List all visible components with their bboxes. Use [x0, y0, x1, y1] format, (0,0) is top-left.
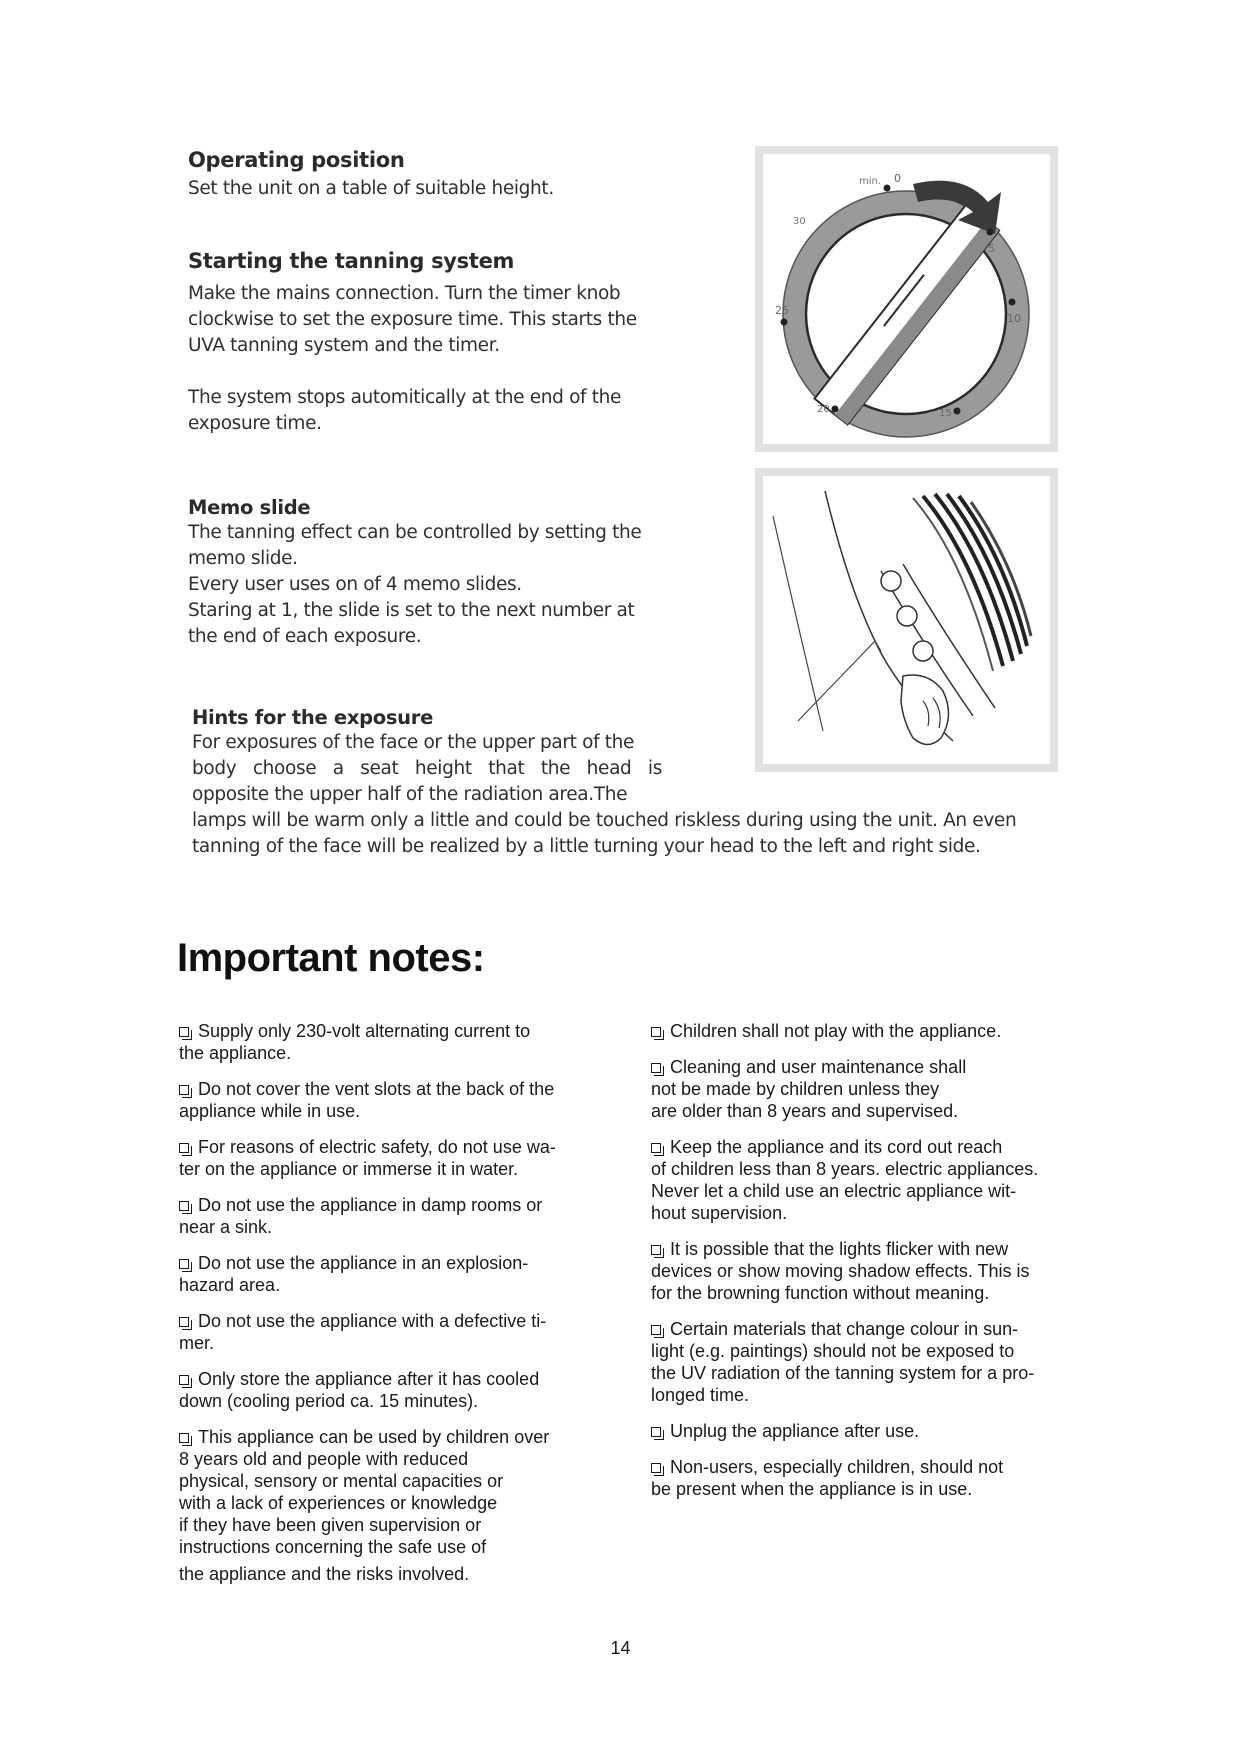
memo-line: memo slide. [188, 548, 298, 569]
hints-line: lamps will be warm only a little and could be touched riskless during using the unit. An even [192, 810, 1017, 831]
checkbox-square-icon [651, 1463, 661, 1473]
note-item: Do not use the appliance with a defective ti- mer. [179, 1311, 547, 1353]
note-item: Supply only 230-volt alternating current to the appliance. [179, 1021, 531, 1063]
hints-line: tanning of the face will be realized by a little turning your head to the left and right side. [192, 836, 981, 857]
page-number: 14 [610, 1638, 631, 1658]
note-item: Do not use the appliance in an explosion- hazard area. [179, 1253, 529, 1295]
checkbox-square-icon [179, 1143, 189, 1153]
checkbox-square-icon [179, 1433, 189, 1443]
starting-heading: Starting the tanning system [188, 249, 515, 273]
hints-heading: Hints for the exposure [192, 706, 433, 729]
note-item: For reasons of electric safety, do not use wa- ter on the appliance or immerse it in water. [179, 1137, 556, 1179]
note-item: This appliance can be used by children over 8 years old and people with reduced physical, sensory or mental capacities or with a lack of experiences or knowledge if they have been given supervision or instructions concerning the safe use of the appliance and the risks involved. [179, 1427, 550, 1584]
label-15: 15 [939, 408, 952, 419]
checkbox-square-icon [651, 1027, 661, 1037]
note-item: Children shall not play with the appliance. [651, 1020, 1071, 1042]
checkbox-square-icon [651, 1143, 661, 1153]
note-item: Only store the appliance after it has cooled down (cooling period ca. 15 minutes). [179, 1369, 540, 1411]
hand-icon [901, 675, 949, 745]
note-item: Certain materials that change colour in sun- light (e.g. paintings) should not be exposed to the UV radiation of the tanning system for a pro- longed time. [651, 1319, 1035, 1405]
label-min: min. [859, 176, 882, 187]
stand-line [798, 641, 881, 721]
dot-10 [1009, 299, 1016, 306]
operating-line: Set the unit on a table of suitable height. [188, 178, 554, 199]
memo-slide-illustration [763, 476, 1050, 764]
operating-heading: Operating position [188, 148, 405, 172]
note-item: It is possible that the lights flicker with new devices or show moving shadow effects. This is for the browning function without meaning. [651, 1239, 1030, 1303]
panel-edge [773, 516, 823, 731]
note-item: Cleaning and user maintenance shall not be made by children unless they are older than 8 years and supervised. [651, 1057, 967, 1121]
hints-line: For exposures of the face or the upper part of the [192, 732, 635, 753]
memo-line: The tanning effect can be controlled by setting the [188, 522, 642, 543]
starting-line: Make the mains connection. Turn the timer knob [188, 283, 621, 304]
checkbox-square-icon [179, 1085, 189, 1095]
starting-line: The system stops automitically at the end of the [188, 387, 622, 408]
timer-knob-illustration [763, 154, 1050, 444]
memo-line: the end of each exposure. [188, 626, 422, 647]
dot-20 [832, 406, 839, 413]
timer-knob-figure [755, 146, 1058, 452]
note-item: Keep the appliance and its cord out reach of children less than 8 years. electric appliances. Never let a child use an electric appliance wit- hout supervision. [651, 1137, 1039, 1223]
starting-line: exposure time. [188, 413, 322, 434]
checkbox-square-icon [651, 1427, 661, 1437]
label-30: 30 [793, 216, 806, 227]
section-hints-exposure [192, 706, 1017, 860]
label-20: 20 [817, 404, 830, 415]
note-item: Unplug the appliance after use. [651, 1420, 1071, 1442]
label-0: 0 [894, 172, 901, 185]
section-starting-tanning [188, 249, 668, 437]
starting-line: clockwise to set the exposure time. This starts the [188, 309, 637, 330]
important-notes-title: Important notes: [177, 936, 485, 980]
checkbox-square-icon [651, 1063, 661, 1073]
hints-line: opposite the upper half of the radiation area.The [192, 784, 628, 805]
dot-25 [781, 319, 788, 326]
hints-line: body choose a seat height that the head is [192, 758, 662, 779]
note-item: Non-users, especially children, should not be present when the appliance is in use. [651, 1457, 1004, 1499]
checkbox-square-icon [179, 1201, 189, 1211]
checkbox-square-icon [179, 1027, 189, 1037]
memo-slide-figure [755, 468, 1058, 772]
notes-left-column [179, 1020, 601, 1599]
dot-15 [954, 408, 961, 415]
checkbox-square-icon [179, 1375, 189, 1385]
notes-right-column [651, 1020, 1071, 1514]
label-10: 10 [1007, 312, 1021, 325]
starting-line: UVA tanning system and the timer. [188, 335, 500, 356]
memo-heading: Memo slide [188, 496, 311, 519]
memo-line: Staring at 1, the slide is set to the next number at [188, 600, 635, 621]
dot-0 [884, 185, 891, 192]
checkbox-square-icon [179, 1259, 189, 1269]
checkbox-square-icon [651, 1325, 661, 1335]
label-25: 25 [775, 304, 789, 317]
memo-line: Every user uses on of 4 memo slides. [188, 574, 522, 595]
section-operating-position [188, 148, 668, 202]
checkbox-square-icon [179, 1317, 189, 1327]
checkbox-square-icon [651, 1245, 661, 1255]
dot-5 [987, 229, 994, 236]
note-item: Do not cover the vent slots at the back of the appliance while in use. [179, 1079, 555, 1121]
label-5: 5 [988, 242, 995, 255]
note-item: Do not use the appliance in damp rooms or near a sink. [179, 1195, 543, 1237]
section-memo-slide [188, 496, 668, 650]
